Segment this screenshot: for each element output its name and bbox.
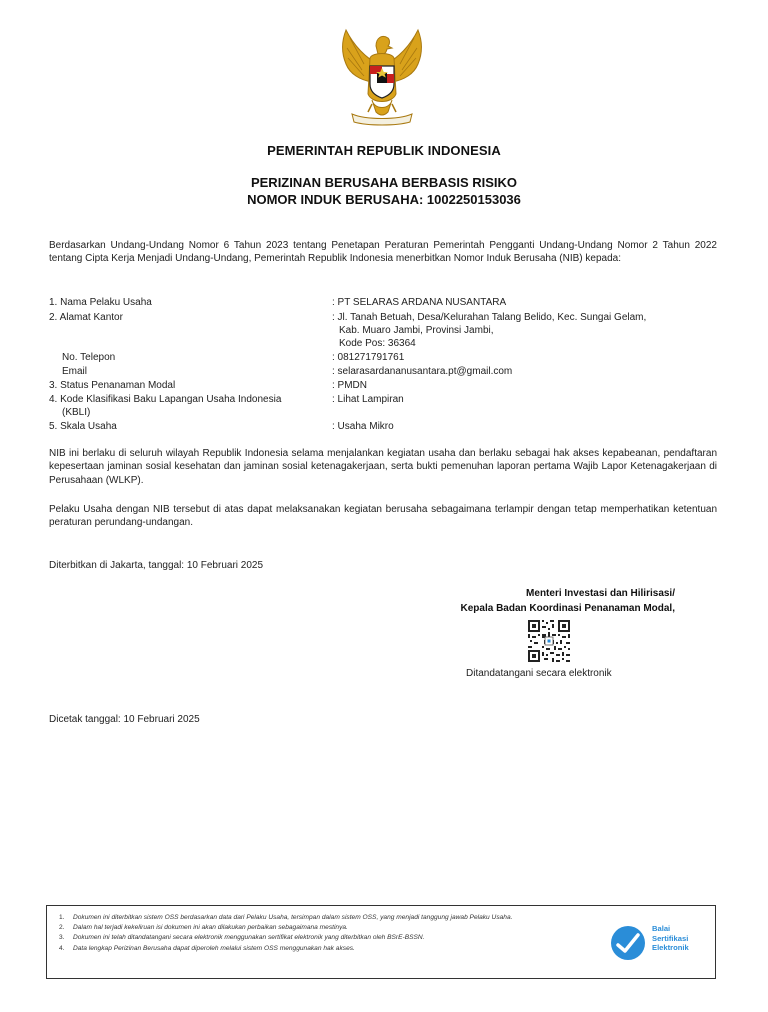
signatory-title-1: Menteri Investasi dan Hilirisasi/ — [526, 588, 675, 599]
footer-note-number: 1. — [59, 914, 65, 921]
printed-date: Dicetak tanggal: 10 Februari 2025 — [49, 714, 200, 725]
obligation-paragraph: Pelaku Usaha dengan NIB tersebut di atas dapat melaksanakan kegiatan berusaha sebagaimana terlampir dengan tetap memperhatikan ketentuan peraturan perundang-undangan. — [49, 504, 717, 529]
office-address-value-3: Kode Pos: 36364 — [339, 338, 416, 349]
phone-label: No. Telepon — [62, 352, 116, 363]
email-value: : selarasardananusantara.pt@gmail.com — [332, 366, 513, 377]
issued-date: Diterbitkan di Jakarta, tanggal: 10 Februari 2025 — [49, 560, 264, 571]
bse-logo-line: Sertifikasi — [652, 933, 689, 943]
email-label: Email — [62, 366, 88, 377]
kbli-label: 4. Kode Klasifikasi Baku Lapangan Usaha Indonesia — [49, 394, 282, 405]
footer-note-text: Data lengkap Perizinan Berusaha dapat diperoleh melalui sistem OSS menggunakan hak akses. — [73, 944, 355, 952]
document-title: PERIZINAN BERUSAHA BERBASIS RISIKO — [250, 175, 518, 190]
electronic-signature-note: Ditandatangani secara elektronik — [466, 668, 612, 679]
garuda-emblem-icon — [332, 24, 432, 126]
footer-note-number: 4. — [59, 944, 65, 952]
investment-status-value: : PMDN — [332, 380, 367, 391]
bse-logo — [608, 923, 708, 963]
validity-paragraph: NIB ini berlaku di seluruh wilayah Republik Indonesia selama menjalankan kegiatan usaha dan berlaku sebagai hak akses kepabeanan, pendaftaran kepesertaan jaminan sosial kesehatan dan jaminan sosial ketenagakerjaan, serta bukti pemenuhan laporan pertama Wajib Lapor Ketenagakerjaan di Perusahaan (WLKP). — [49, 448, 717, 486]
office-address-label: 2. Alamat Kantor — [49, 312, 123, 323]
qr-code-icon[interactable] — [527, 619, 571, 663]
footer-notes — [55, 913, 595, 954]
business-scale-value: : Usaha Mikro — [332, 421, 394, 432]
bse-logo-line: Elektronik — [652, 943, 689, 953]
business-name-label: 1. Nama Pelaku Usaha — [49, 297, 152, 308]
office-address-value-1: : Jl. Tanah Betuah, Desa/Kelurahan Talang Belido, Kec. Sungai Gelam, — [332, 312, 647, 323]
bse-logo-icon — [608, 923, 648, 963]
bse-logo-line: Balai — [652, 924, 671, 933]
office-address-value-2: Kab. Muaro Jambi, Provinsi Jambi, — [339, 325, 494, 336]
business-scale-label: 5. Skala Usaha — [49, 421, 117, 432]
footer-note — [55, 933, 595, 943]
footer-note-text: Dalam hal terjadi kekeliruan isi dokumen ini akan dilakukan perbaikan sebagaimana mestinya. — [73, 924, 348, 932]
intro-paragraph: Berdasarkan Undang-Undang Nomor 6 Tahun 2023 tentang Penetapan Peraturan Pemerintah Pengganti Undang-Undang Nomor 2 Tahun 2022 tentang Cipta Kerja Menjadi Undang-Undang, Pemerintah Republik Indonesia menerbitkan Nomor Induk Berusaha (NIB) kepada: — [49, 240, 717, 265]
signatory-title-2: Kepala Badan Koordinasi Penanaman Modal, — [460, 603, 675, 614]
business-name-value: : PT SELARAS ARDANA NUSANTARA — [332, 297, 507, 308]
investment-status-label: 3. Status Penanaman Modal — [49, 380, 176, 391]
footer-note — [55, 923, 595, 933]
footer-note — [55, 913, 595, 923]
government-title: PEMERINTAH REPUBLIK INDONESIA — [267, 143, 501, 158]
phone-value: : 081271791761 — [332, 352, 405, 363]
footer-note-number: 2. — [59, 924, 65, 932]
bse-logo-text — [652, 924, 689, 953]
footer-note-text: Dokumen ini telah ditandatangani secara elektronik menggunakan sertifikat elektronik yang diterbitkan oleh BSrE-BSSN. — [73, 934, 425, 942]
kbli-value: : Lihat Lampiran — [332, 394, 404, 405]
footer-notes-box — [46, 905, 716, 979]
footer-note — [55, 944, 595, 954]
kbli-label-abbrev: (KBLI) — [62, 407, 91, 418]
nib-number: NOMOR INDUK BERUSAHA: 1002250153036 — [247, 192, 521, 207]
footer-note-number: 3. — [59, 934, 65, 942]
footer-note-text: Dokumen ini diterbitkan sistem OSS berdasarkan data dari Pelaku Usaha, tersimpan dalam sistem OSS, yang menjadi tanggung jawab Pelaku Usaha. — [73, 914, 513, 921]
